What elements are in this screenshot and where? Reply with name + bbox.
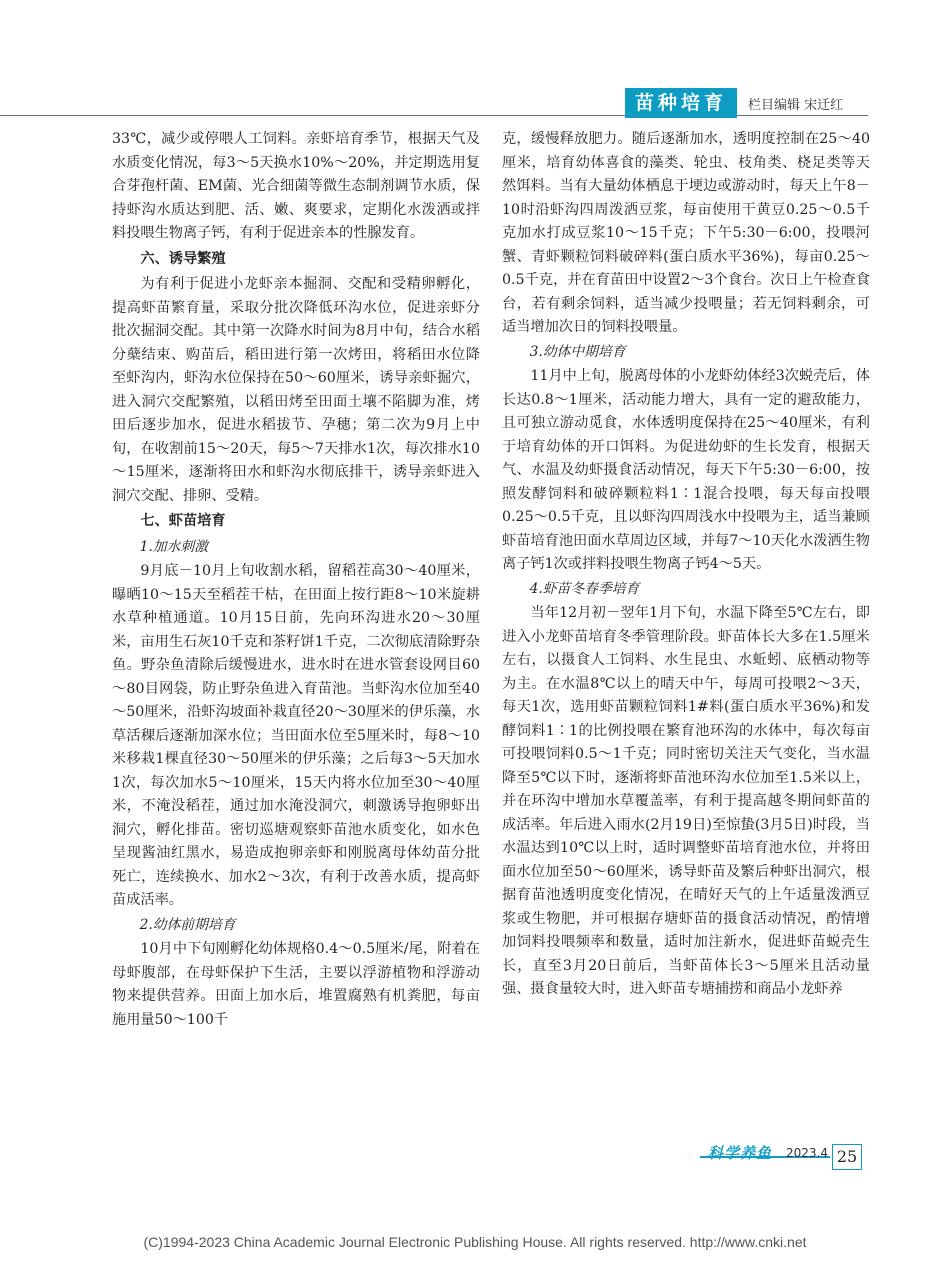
paragraph: 克，缓慢释放肥力。随后逐渐加水，透明度控制在25～40厘米，培育幼体喜食的藻类、轮虫、枝角类、桡足类等天然饵料。当有大量幼体栖息于埂边或游动时，每天上午8－10时沿虾沟四周泼洒豆浆，每亩使用干黄豆0.25～0.5千克加水打成豆浆10～15千克；下午5:30－6:00，投喂河蟹、青虾颗粒饲料破碎料(蛋白质水平36%)，每亩0.25～0.5千克，并在育苗田中设置2～3个食台。次日上午检查食台，若有剩余饲料，适当减少投喂量；若无饲料剩余，可适当增加次日的饲料投喂量。 — [502, 131, 870, 335]
subheading-7-4: 4.虾苗冬春季培育 — [529, 580, 640, 597]
subheading-7-1: 1.加水刺激 — [139, 538, 208, 555]
journal-issue: 2023.4 — [786, 1146, 828, 1160]
paragraph: 11月中上旬，脱离母体的小龙虾幼体经3次蜕壳后，体长达0.8～1厘米，活动能力增大，具有一定的避敌能力，且可独立游动觅食，水体透明度保持在25～40厘米，有利于培育幼体的开口饵料。为促进幼虾的生长发育，根据天气、水温及幼虾摄食活动情况，每天下午5:30－6:00，按照发酵饲料和破碎颗粒料1∶1混合投喂，每天每亩投喂0.25～0.5千克，且以虾沟四周浅水中投喂为主，适当兼顾虾苗培育池田面水草周边区域，并每7～10天化水泼洒生物离子钙1次或拌料投喂生物离子钙4～5天。 — [502, 368, 870, 572]
column-editor: 栏目编辑 宋迁红 — [748, 98, 844, 113]
subheading-7-2: 2.幼体前期培育 — [139, 916, 236, 933]
section-heading-six: 六、诱导繁殖 — [140, 250, 226, 267]
page-number: 25 — [832, 1144, 862, 1170]
paragraph: 为有利于促进小龙虾亲本掘洞、交配和受精卵孵化，提高虾苗繁育量，采取分批次降低环沟水位，促进亲虾分批次掘洞交配。其中第一次降水时间为8月中旬，结合水稻分蘖结束、购苗后，稻田进行第一次烤田，将稻田水位降至虾沟内，虾沟水位保持在50～60厘米，诱导亲虾掘穴，进入洞穴交配繁殖，以稻田烤至田面土壤不陷脚为准，烤田后逐步加水，促进水稻拔节、孕穗；第二次为9月上中旬，在收割前15～20天，每5～7天排水1次，每次排水10～15厘米，逐渐将田水和虾沟水彻底排干，诱导亲虾进入洞穴交配、排卵、受精。 — [112, 276, 480, 504]
paragraph: 33℃，减少或停喂人工饲料。亲虾培育季节，根据天气及水质变化情况，每3～5天换水10%～20%，并定期选用复合芽孢杆菌、EM菌、光合细菌等微生态制剂调节水质，保持虾沟水质达到肥、活、嫩、爽要求，定期化水泼洒或拌料投喂生物离子钙，有利于促进亲本的性腺发育。 — [112, 131, 480, 241]
paragraph: 当年12月初－翌年1月下旬，水温下降至5℃左右，即进入小龙虾苗培育冬季管理阶段。虾苗体长大多在1.5厘米左右，以摄食人工饲料、水生昆虫、水蚯蚓、底栖动物等为主。在水温8℃以上的晴天中午，每周可投喂2～3天，每天1次，选用虾苗颗粒饲料1#料(蛋白质水平36%)和发酵饲料1∶1的比例投喂在繁育池环沟的水体中，每次每亩可投喂饲料0.5～1千克；同时密切关注天气变化，当水温降至5℃以下时，逐渐将虾苗池环沟水位加至1.5米以上，并在环沟中增加水草覆盖率，有利于提高越冬期间虾苗的成活率。年后进入雨水(2月19日)至惊蛰(3月5日)时段，当水温达到10℃以上时，适时调整虾苗培育池水位，并将田面水位加至50～60厘米，诱导虾苗及繁后种虾出洞穴，根据育苗池透明度变化情况，在晴好天气的上午适量泼洒豆浆或生物肥，并可根据存塘虾苗的摄食活动情况，酌情增加饲料投喂频率和数量，适时加注新水，促进虾苗蜕壳生长，直至3月20日前后，当虾苗体长3～5厘米且活动量强、摄食量较大时，进入虾苗专塘捕捞和商品小龙虾养 — [502, 605, 870, 997]
journal-logo: 科学养鱼 — [708, 1144, 773, 1162]
copyright-notice: (C)1994-2023 China Academic Journal Electronic Publishing House. All rights reserved. http://www.cnki.net — [143, 1234, 807, 1250]
column-name-badge: 苗种培育 — [625, 88, 737, 118]
header-rule — [0, 115, 868, 116]
left-column — [112, 128, 480, 1032]
paragraph: 9月底－10月上旬收割水稻，留稻茬高30～40厘米，曝晒10～15天至稻茬干枯，在田面上按行距8～10米旋耕水草种植通道。10月15日前，先向环沟进水20～30厘米，亩用生石灰10千克和茶籽饼1千克，二次彻底清除野杂鱼。野杂鱼清除后缓慢进水，进水时在进水管套设网目60～80目网袋，防止野杂鱼进入育苗池。当虾沟水位加至40～50厘米，沿虾沟坡面补栽直径20～30厘米的伊乐藻，水草活稞后逐渐加深水位；当田面水位至5厘米时，每8～10米移栽1棵直径30～50厘米的伊乐藻；之后每3～5天加水1次，每次加水5～10厘米，15天内将水位加至30～40厘米，不淹没稻茬，通过加水淹没洞穴，刺激诱导抱卵虾出洞穴，孵化排苗。密切巡塘观察虾苗池水质变化，如水色呈现酱油红黑水，易造成抱卵亲虾和刚脱离母体幼苗分批死亡，连续换水、加水2～3次，有利于改善水质，提高虾苗成活率。 — [112, 563, 480, 908]
paragraph: 10月中下旬刚孵化幼体规格0.4～0.5厘米/尾，附着在母虾腹部，在母虾保护下生活，主要以浮游植物和浮游动物来提供营养。田面上加水后，堆置腐熟有机粪肥，每亩施用量50～100千 — [112, 941, 480, 1028]
right-column — [502, 128, 870, 1002]
section-heading-seven: 七、虾苗培育 — [140, 513, 226, 529]
subheading-7-3: 3.幼体中期培育 — [529, 343, 626, 360]
